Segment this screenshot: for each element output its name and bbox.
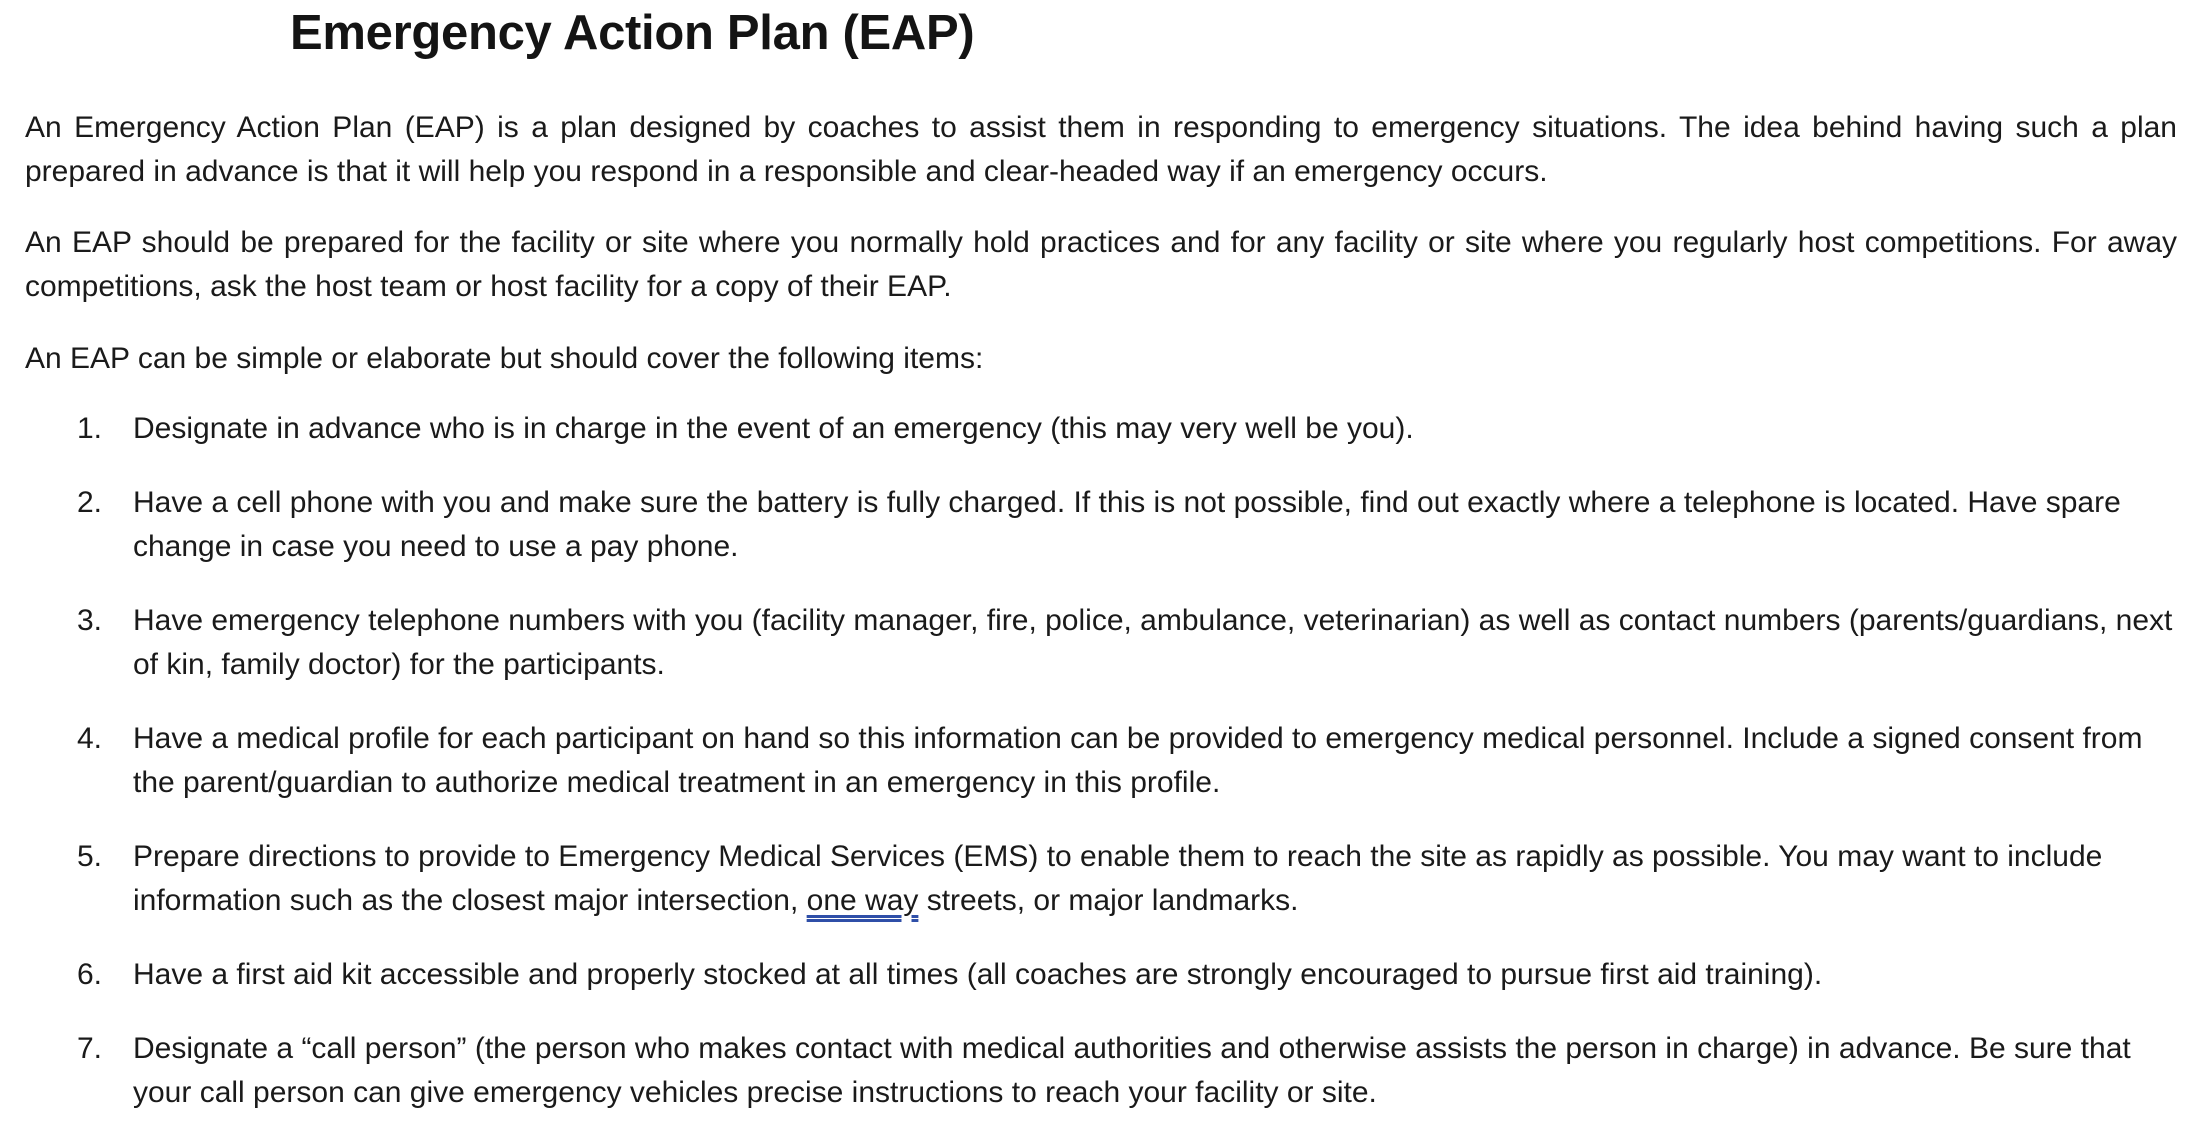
list-item-number: 7. [77, 1032, 103, 1065]
list-item-text: Designate a “call person” (the person who makes contact with medical authorities and otherwise assists the person in charge) in advance. Be sure that your call person can give emergency vehicles precise instructions to reach your facility or site. [133, 1032, 2131, 1109]
list-item-number: 5. [77, 840, 103, 873]
list-item-text: Have a cell phone with you and make sure the battery is fully charged. If this is not possible, find out exactly where a telephone is located. Have spare change in case you need to use a pay phone. [133, 486, 2121, 563]
list-item-text-before: Prepare directions to provide to Emergency Medical Services (EMS) to enable them to reach the site as rapidly as possible. You may want to include information such as the closest major intersection, [133, 840, 2103, 917]
list-item [25, 1027, 2177, 1115]
eap-items-list [25, 407, 2177, 1115]
list-item [25, 953, 2177, 997]
list-item-number: 4. [77, 722, 103, 755]
list-item-number: 3. [77, 604, 103, 637]
list-item [25, 481, 2177, 569]
list-item-number: 1. [77, 412, 103, 445]
list-item-text: Designate in advance who is in charge in the event of an emergency (this may very well be you). [133, 412, 1414, 445]
list-item [25, 835, 2177, 923]
grammar-flagged-phrase[interactable]: one way [806, 884, 919, 917]
document-title: Emergency Action Plan (EAP) [290, 6, 975, 60]
list-item-number: 6. [77, 958, 103, 991]
list-item-text [133, 835, 2177, 923]
list-item-number: 2. [77, 486, 103, 519]
list-item-text-after: streets, or major landmarks. [918, 884, 1299, 917]
list-item [25, 717, 2177, 805]
list-item-text: Have a medical profile for each participant on hand so this information can be provided to emergency medical personnel. Include a signed consent from the parent/guardian to authorize medical treatment in an emergency in this profile. [133, 722, 2143, 799]
list-item-text: Have emergency telephone numbers with you (facility manager, fire, police, ambulance, veterinarian) as well as contact numbers (parents/guardians, next of kin, family doctor) for the participants. [133, 604, 2173, 681]
list-item-text: Have a first aid kit accessible and properly stocked at all times (all coaches are strongly encouraged to pursue first aid training). [133, 958, 1823, 991]
intro-paragraph: An Emergency Action Plan (EAP) is a plan designed by coaches to assist them in responding to emergency situations. The idea behind having such a plan prepared in advance is that it will help you respond in a responsible and clear-headed way if an emergency occurs. [25, 111, 2177, 188]
list-item [25, 407, 2177, 451]
items-lead-paragraph: An EAP can be simple or elaborate but should cover the following items: [25, 342, 984, 375]
facility-paragraph: An EAP should be prepared for the facility or site where you normally hold practices and for any facility or site where you regularly host competitions. For away competitions, ask the host team or host facility for a copy of their EAP. [25, 226, 2177, 303]
list-item [25, 599, 2177, 687]
